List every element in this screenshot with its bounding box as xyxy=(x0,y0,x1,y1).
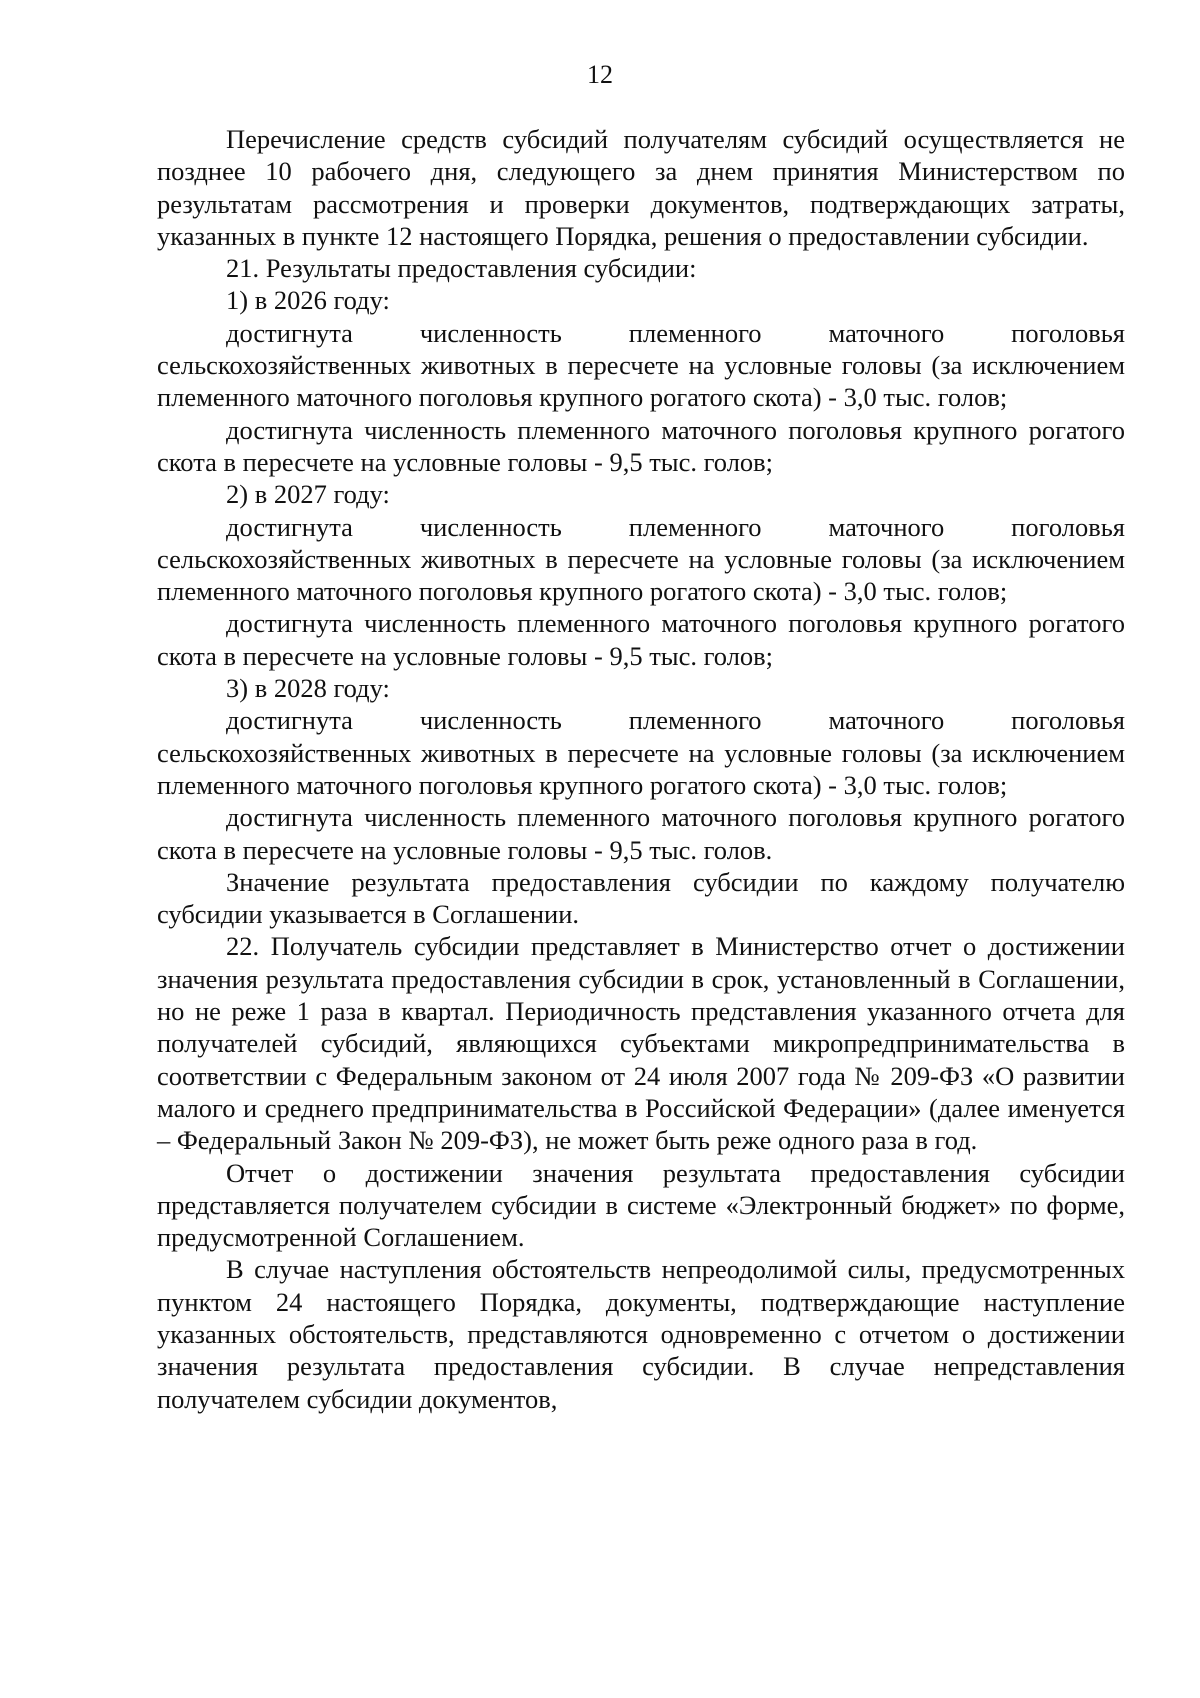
paragraph-year-2027: 2) в 2027 году: xyxy=(226,479,390,510)
paragraph-2028-cattle: достигнута численность племенного маточного поголовья крупного рогатого скота в пересчете на условные головы - 9,5 тыс. голов. xyxy=(157,802,1125,865)
paragraph-2028-livestock: достигнута численность племенного маточного поголовья сельскохозяйственных животных в пересчете на условные головы (за исключением племенного маточного поголовья крупного рогатого скота) - 3,0 тыс. голов; xyxy=(157,705,1125,800)
paragraph-force-majeure: В случае наступления обстоятельств непреодолимой силы, предусмотренных пунктом 24 настоящего Порядка, документы, подтверждающие наступление указанных обстоятельств, представляются одновременно с отчетом о достижении значения результата предоставления субсидии. В случае непредставления получателем субсидии документов, xyxy=(157,1254,1125,1414)
paragraph-section-22-report: 22. Получатель субсидии представляет в Министерство отчет о достижении значения результата предоставления субсидии в срок, установленный в Соглашении, но не реже 1 раза в квартал. Периодичность представления указанного отчета для получателей субсидий, являющихся субъектами микропредпринимательства в соответствии с Федеральным законом от 24 июля 2007 года № 209-ФЗ «О развитии малого и среднего предпринимательства в Российской Федерации» (далее именуется – Федеральный Закон № 209-ФЗ), не может быть реже одного раза в год. xyxy=(157,931,1125,1156)
paragraph-2027-cattle: достигнута численность племенного маточного поголовья крупного рогатого скота в пересчете на условные головы - 9,5 тыс. голов; xyxy=(157,608,1125,671)
paragraph-2026-livestock: достигнута численность племенного маточного поголовья сельскохозяйственных животных в пересчете на условные головы (за исключением племенного маточного поголовья крупного рогатого скота) - 3,0 тыс. голов; xyxy=(157,317,1125,413)
page-number: 12 xyxy=(587,60,613,89)
paragraph-year-2026: 1) в 2026 году: xyxy=(226,285,390,316)
paragraph-transfer-terms: Перечисление средств субсидий получателям субсидий осуществляется не позднее 10 рабочего дня, следующего за днем принятия Министерством по результатам рассмотрения и проверки документов, подтверждающих затраты, указанных в пункте 12 настоящего Порядка, решения о предоставлении субсидии. xyxy=(157,124,1125,251)
document-body xyxy=(157,123,1125,1415)
paragraph-electronic-budget: Отчет о достижении значения результата предоставления субсидии представляется получателем субсидии в системе «Электронный бюджет» по форме, предусмотренной Соглашением. xyxy=(157,1157,1125,1253)
paragraph-section-21-heading: 21. Результаты предоставления субсидии: xyxy=(226,253,697,284)
paragraph-year-2028: 3) в 2028 году: xyxy=(226,673,390,704)
paragraph-2026-cattle: достигнута численность племенного маточного поголовья крупного рогатого скота в пересчете на условные головы - 9,5 тыс. голов; xyxy=(157,414,1125,477)
paragraph-result-in-agreement: Значение результата предоставления субсидии по каждому получателю субсидии указывается в Соглашении. xyxy=(157,866,1125,930)
paragraph-2027-livestock: достигнута численность племенного маточного поголовья сельскохозяйственных животных в пересчете на условные головы (за исключением племенного маточного поголовья крупного рогатого скота) - 3,0 тыс. голов; xyxy=(157,511,1125,607)
